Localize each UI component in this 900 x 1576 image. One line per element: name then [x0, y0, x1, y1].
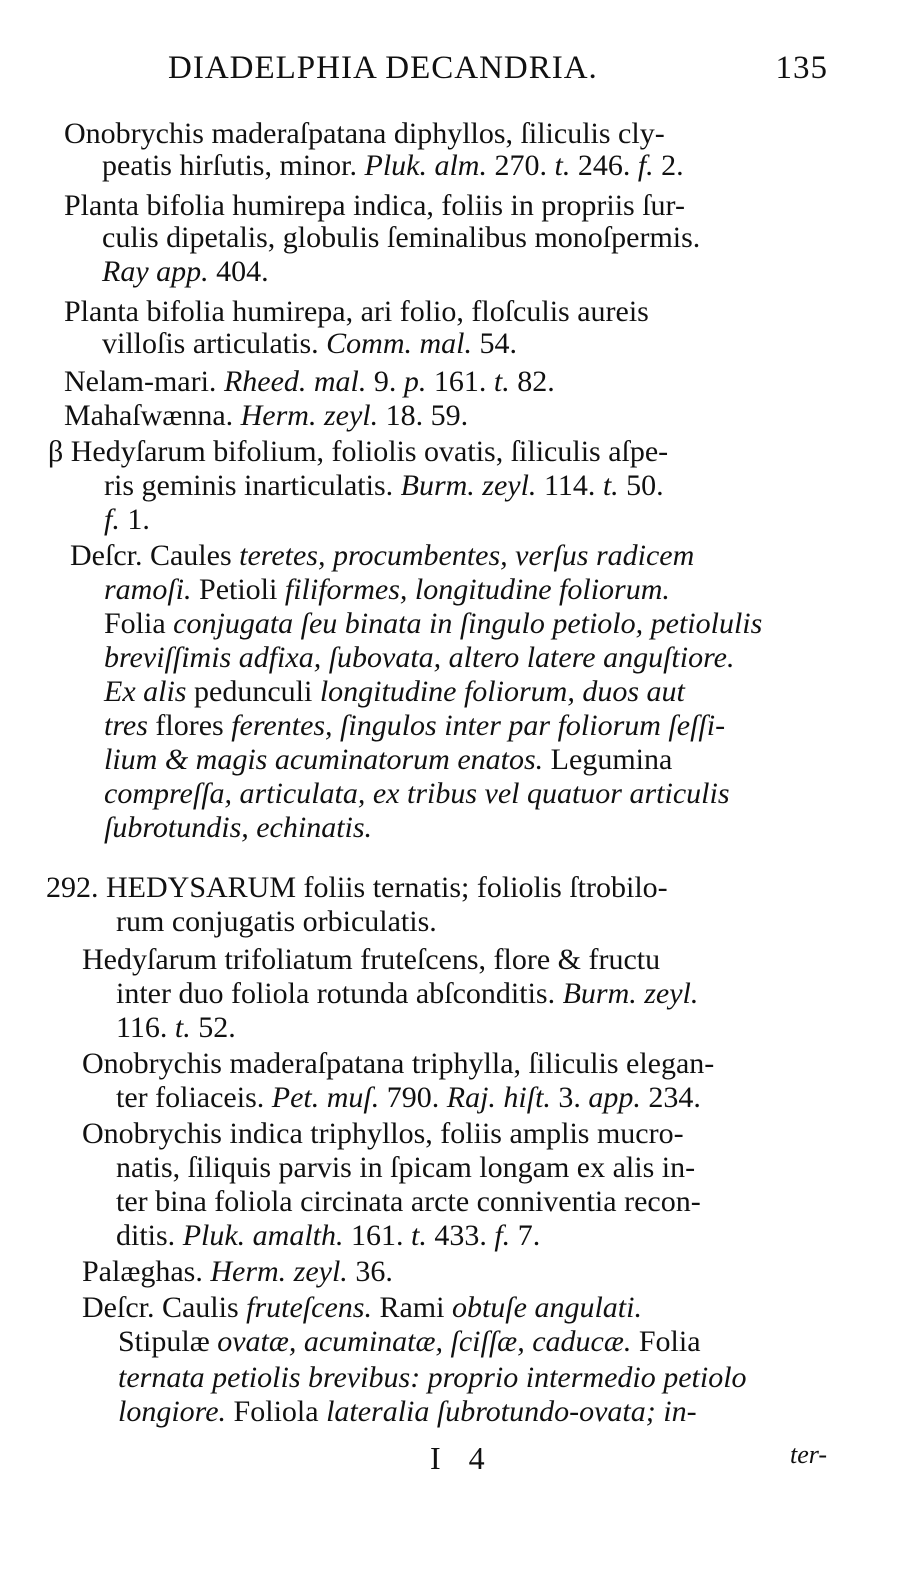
roman-run: 2.: [653, 149, 684, 182]
italic-run: f.: [104, 503, 120, 536]
roman-run: 82.: [509, 365, 555, 398]
italic-run: tres: [104, 709, 148, 742]
italic-run: conjugata ſeu binata in ſingulo petiolo, petiolulis: [173, 607, 763, 640]
text-line: [82, 1292, 642, 1324]
text-line: [104, 744, 672, 776]
italic-run: compreſſa, articulata, ex tribus vel quatuor articulis: [104, 777, 730, 810]
italic-run: Rheed. mal.: [223, 365, 367, 398]
roman-run: Planta bifolia humirepa, ari folio, floſculis aureis: [64, 295, 649, 328]
page-number: 135: [775, 50, 828, 86]
roman-run: 50.: [618, 469, 664, 502]
roman-run: 18. 59.: [378, 399, 469, 432]
roman-run: 161.: [426, 365, 494, 398]
roman-run: 1.: [119, 503, 150, 536]
roman-run: pedunculi: [186, 675, 320, 708]
text-line: [104, 608, 762, 640]
italic-run: longitudine foliorum, duos aut: [319, 675, 685, 708]
italic-run: Ray app.: [102, 255, 209, 288]
italic-run: ſubrotundis, echinatis.: [104, 811, 373, 844]
text-line: [102, 328, 517, 360]
text-line: [46, 872, 668, 904]
roman-run: 292. HEDYSARUM foliis ternatis; foliolis ſtrobilo-: [46, 871, 668, 904]
italic-run: ramoſi.: [104, 573, 192, 606]
roman-run: Legumina: [543, 743, 673, 776]
italic-run: Pluk. amalth.: [182, 1219, 344, 1252]
italic-run: Herm. zeyl.: [240, 399, 379, 432]
roman-run: natis, ſiliquis parvis in ſpicam longam ex alis in-: [116, 1151, 696, 1184]
roman-run: rum conjugatis orbiculatis.: [116, 905, 437, 938]
text-line: [118, 1362, 747, 1394]
italic-run: longiore.: [118, 1395, 227, 1428]
text-line: [82, 1118, 684, 1150]
roman-run: 52.: [190, 1011, 236, 1044]
roman-run: peatis hirſutis, minor.: [102, 149, 365, 182]
text-line: [64, 296, 649, 328]
roman-run: Onobrychis maderaſpatana triphylla, ſiliculis elegan-: [82, 1047, 715, 1080]
roman-run: 433.: [426, 1219, 495, 1252]
roman-run: Onobrychis indica triphyllos, foliis amplis mucro-: [82, 1117, 684, 1150]
roman-run: 234.: [640, 1081, 701, 1114]
text-line: [104, 470, 664, 502]
roman-run: β Hedyſarum bifolium, foliolis ovatis, ſiliculis aſpe-: [48, 435, 669, 468]
text-line: [104, 574, 670, 606]
text-line: [118, 1396, 697, 1428]
roman-run: flores: [147, 709, 232, 742]
roman-run: Planta bifolia humirepa indica, foliis in propriis ſur-: [64, 189, 685, 222]
italic-run: t.: [602, 469, 619, 502]
roman-run: 9.: [366, 365, 404, 398]
roman-run: 790.: [379, 1081, 447, 1114]
roman-run: ter bina foliola circinata arcte conniventia recon-: [116, 1185, 701, 1218]
text-line: [48, 436, 668, 468]
italic-run: Burm. zeyl.: [562, 977, 699, 1010]
running-title: DIADELPHIA DECANDRIA.: [168, 50, 598, 86]
italic-run: t.: [411, 1219, 427, 1252]
italic-run: breviſſimis adfixa, ſubovata, altero latere anguſtiore.: [104, 641, 735, 674]
roman-run: ditis.: [116, 1219, 183, 1252]
text-line: [102, 222, 700, 254]
italic-run: f.: [637, 149, 654, 182]
italic-run: Pet. muſ.: [271, 1081, 380, 1114]
text-line: [64, 118, 665, 150]
italic-run: ovatæ, acuminatæ, ſciſſæ, caducæ.: [217, 1325, 632, 1358]
roman-run: Onobrychis maderaſpatana diphyllos, ſiliculis cly-: [64, 117, 665, 150]
italic-run: ternata petiolis brevibus: proprio intermedio petiolo: [118, 1361, 747, 1394]
roman-run: culis dipetalis, globulis ſeminalibus monoſpermis.: [102, 221, 701, 254]
italic-run: lateralia ſubrotundo-ovata; in-: [326, 1395, 697, 1428]
text-line: [116, 1082, 701, 1114]
roman-run: Stipulæ: [118, 1325, 218, 1358]
roman-run: 7.: [510, 1219, 541, 1252]
italic-run: t.: [493, 365, 510, 398]
roman-run: 161.: [343, 1219, 411, 1252]
italic-run: filiformes, longitudine foliorum.: [284, 573, 670, 606]
roman-run: Palæghas.: [82, 1255, 211, 1288]
roman-run: Folia: [631, 1325, 701, 1358]
text-line: [116, 1220, 540, 1252]
roman-run: Mahaſwænna.: [64, 399, 241, 432]
italic-run: Comm. mal.: [326, 327, 472, 360]
roman-run: Deſcr. Caules: [70, 539, 240, 572]
roman-run: Deſcr. Caulis: [82, 1291, 247, 1324]
text-line: [104, 710, 725, 742]
text-line: [102, 150, 684, 182]
running-header: [168, 50, 828, 100]
italic-run: p.: [403, 365, 427, 398]
text-line: [82, 1048, 714, 1080]
roman-run: Foliola: [226, 1395, 327, 1428]
roman-run: 36.: [347, 1255, 393, 1288]
roman-run: ter foliaceis.: [116, 1081, 272, 1114]
roman-run: 404.: [208, 255, 269, 288]
text-line: [116, 1186, 701, 1218]
text-line: [118, 1326, 701, 1358]
italic-run: Burm. zeyl.: [400, 469, 537, 502]
text-line: [82, 944, 660, 976]
catchword: ter-: [790, 1440, 828, 1469]
text-line: [104, 778, 730, 810]
signature-mark: I 4: [430, 1440, 495, 1476]
text-line: [116, 906, 437, 938]
italic-run: Raj. hiſt.: [446, 1081, 551, 1114]
roman-run: 116.: [116, 1011, 175, 1044]
roman-run: 246.: [570, 149, 638, 182]
text-line: [102, 256, 269, 288]
italic-run: Pluk. alm.: [364, 149, 487, 182]
italic-run: teretes, procumbentes, verſus radicem: [239, 539, 695, 572]
text-line: [70, 540, 694, 572]
italic-run: app.: [588, 1081, 641, 1114]
roman-run: Nelam-mari.: [64, 365, 224, 398]
roman-run: 3.: [550, 1081, 589, 1114]
italic-run: t.: [554, 149, 571, 182]
roman-run: 270.: [486, 149, 555, 182]
text-line: [64, 400, 468, 432]
roman-run: Rami: [371, 1291, 452, 1324]
roman-run: Folia: [104, 607, 174, 640]
roman-run: Hedyſarum trifoliatum fruteſcens, flore & fructu: [82, 943, 661, 976]
text-line: [82, 1256, 393, 1288]
text-line: [104, 642, 734, 674]
text-line: [116, 978, 698, 1010]
italic-run: ferentes, ſingulos inter par foliorum ſeſſi-: [231, 709, 726, 742]
roman-run: 114.: [536, 469, 603, 502]
text-line: [104, 812, 372, 844]
italic-run: Herm. zeyl.: [210, 1255, 348, 1288]
roman-run: villoſis articulatis.: [102, 327, 327, 360]
italic-run: lium & magis acuminatorum enatos.: [104, 743, 544, 776]
italic-run: obtuſe angulati.: [451, 1291, 642, 1324]
roman-run: ris geminis inarticulatis.: [104, 469, 401, 502]
text-line: [116, 1152, 695, 1184]
roman-run: 54.: [471, 327, 517, 360]
italic-run: Ex alis: [104, 675, 187, 708]
italic-run: f.: [494, 1219, 511, 1252]
text-line: [104, 504, 150, 536]
roman-run: inter duo foliola rotunda abſconditis.: [116, 977, 563, 1010]
text-line: [64, 366, 555, 398]
text-line: [116, 1012, 236, 1044]
text-line: [64, 190, 685, 222]
text-line: [104, 676, 685, 708]
italic-run: fruteſcens.: [246, 1291, 372, 1324]
roman-run: Petioli: [191, 573, 285, 606]
italic-run: t.: [174, 1011, 191, 1044]
